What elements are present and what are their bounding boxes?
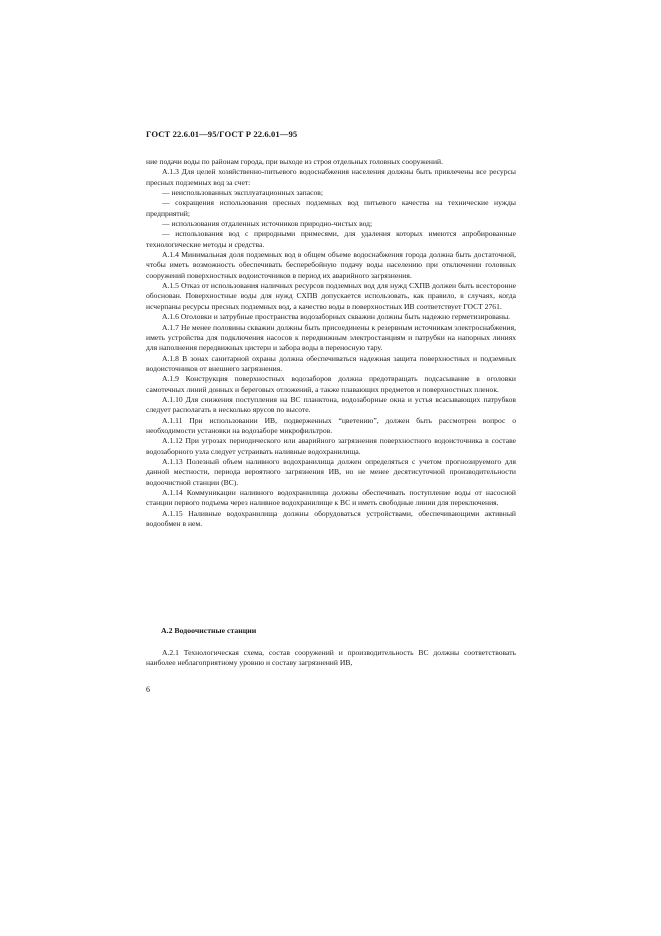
- paragraph: — использования отдаленных источников природно-чистых вод;: [162, 219, 373, 229]
- paragraph: А.1.6 Оголовки и затрубные пространства водозаборных скважин должны быть надежно герметизированы.: [162, 312, 511, 322]
- paragraph: ние подачи воды по районам города, при выходе из строя отдельных головных сооружений.: [146, 157, 443, 166]
- paragraph: А.1.13 Полезный объем наливного водохранилища должен определяться с учетом прогнозируемого для данной местности, периода вероятного загрязнения ИВ, но не менее десятисуточной производительности водоочистной станции (ВС).: [146, 456, 516, 487]
- paragraph: А.1.4 Минимальная доля подземных вод в общем объеме водоснабжения города должна быть достаточной, чтобы иметь возможность обеспечивать бесперебойную подачу воды населению при отключении головных сооружений поверхностных водоисточников в период их аварийного загрязнения.: [146, 250, 516, 280]
- paragraph: А.1.7 Не менее половины скважин должны быть присоединены к резервным источникам электроснабжения, иметь устройства для подключения насосов к передвижным электростанциям и патрубки на напорных линиях для наполнения передвижных цистерн и забора воды в переносную тару.: [146, 322, 516, 353]
- paragraph: А.1.11 При использовании ИВ, подверженных “цветению”, должен быть рассмотрен вопрос о необходимости установки на водозаборе микрофильтров.: [146, 415, 516, 435]
- paragraph: — неиспользованных эксплуатационных запасов;: [162, 188, 323, 198]
- paragraph: — использования вод с природными примесями, для удаления которых имеются апробированные технологические методы и средства.: [146, 229, 516, 249]
- paragraph: — сокращения использования пресных подземных вод питьевого качества на технические нужды предприятий;: [146, 198, 516, 218]
- paragraph: А.1.15 Наливные водохранилища должны оборудоваться устройствами, обеспечивающими активный водообмен в нем.: [146, 508, 516, 529]
- paragraph: А.1.3 Для целей хозяйственно-питьевого водоснабжения населения должны быть привлечены все ресурсы пресных подземных вод за счет:: [146, 167, 516, 187]
- section-title: А.2 Водоочистные станции: [161, 626, 257, 635]
- paragraph: А.1.14 Коммуникации наливного водохранилища должны обеспечивать поступление воды от насосной станции первого подъема через наливное водохранилище к ВС и иметь свободные линии для переключения.: [146, 488, 516, 508]
- body-text: [146, 157, 516, 529]
- paragraph: А.1.5 Отказ от использования наличных ресурсов подземных вод для нужд СХПВ должен быть всесторонне обоснован. Поверхностные воды для нужд СХПВ допускается использовать, как правило, в случаях, когда исчерпаны ресурсы пресных подземных вод, а качество воды в поверхностных ИВ соответствует ГОСТ 2761.: [146, 281, 516, 311]
- paragraph: А.1.10 Для снижения поступления на ВС планктона, водозаборные окна и устья всасывающих патрубков следует располагать в несколько ярусов по высоте.: [146, 394, 516, 415]
- paragraph: А.1.9 Конструкция поверхностных водозаборов должна предотвращать подсасывание в оголовки самотечных линий донных и береговых отложений, а также плавающих предметов и поверхностных пленок.: [146, 374, 516, 394]
- section-text: [146, 648, 516, 669]
- page-header: ГОСТ 22.6.01—95/ГОСТ Р 22.6.01—95: [146, 129, 298, 139]
- page-number: 6: [146, 685, 150, 694]
- paragraph: А.2.1 Технологическая схема, состав сооружений и производительность ВС должны соответствовать наиболее неблагоприятному уровню и составу загрязнений ИВ,: [146, 648, 516, 668]
- paragraph: А.1.12 При угрозах периодического или аварийного загрязнения поверхностного водоисточника в составе водозаборного узла следует устраивать наливные водохранилища.: [146, 436, 516, 456]
- paragraph: А.1.8 В зонах санитарной охраны должна обеспечиваться надежная защита поверхностных и подземных водоисточников от внешнего загрязнения.: [146, 353, 516, 373]
